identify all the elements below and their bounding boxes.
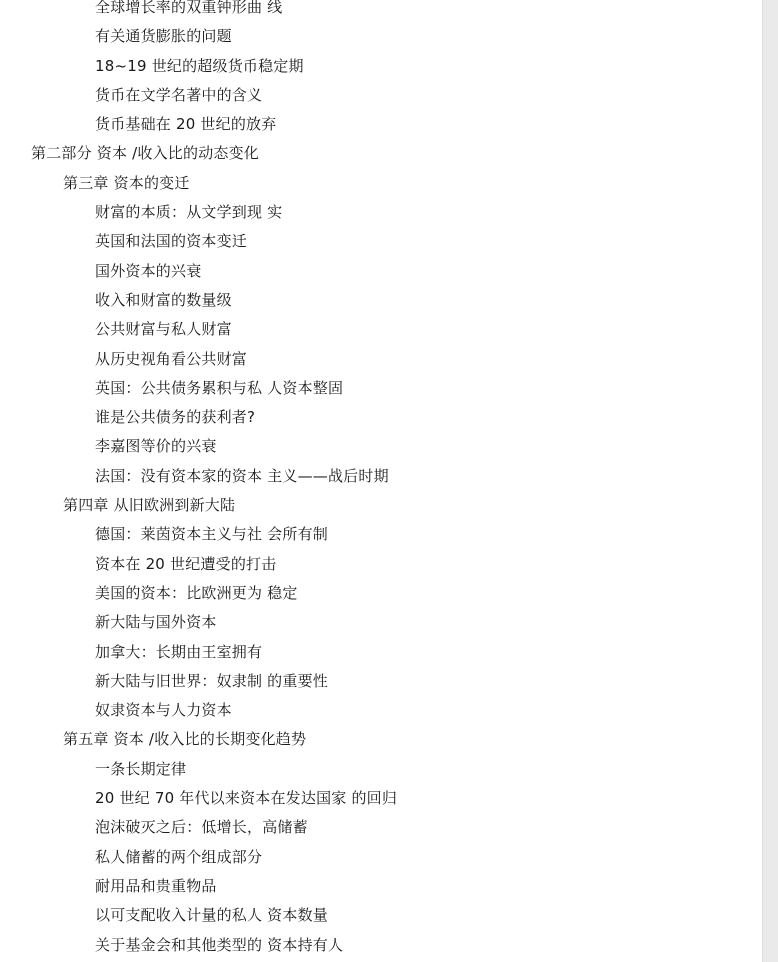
toc-section-link[interactable]: 货币基础在 20 世纪的放弃: [95, 115, 277, 134]
toc-section-link[interactable]: 英国和法国的资本变迁: [95, 232, 248, 251]
toc-section-link[interactable]: 收入和财富的数量级: [95, 290, 232, 309]
toc-section-link[interactable]: 李嘉图等价的兴衰: [95, 437, 217, 456]
toc-section-link[interactable]: 20 世纪 70 年代以来资本在发达国家 的回归: [95, 789, 398, 808]
toc-section-link[interactable]: 全球增长率的双重钟形曲 线: [95, 0, 283, 16]
toc-chapter-heading[interactable]: 第五章 资本 /收入比的长期变化趋势: [63, 730, 307, 749]
toc-section-link[interactable]: 有关通货膨胀的问题: [95, 27, 232, 46]
toc-section-link[interactable]: 耐用品和贵重物品: [95, 876, 217, 895]
toc-section-link[interactable]: 关于基金会和其他类型的 资本持有人: [95, 935, 344, 954]
toc-section-link[interactable]: 谁是公共债务的获利者?: [95, 408, 256, 427]
toc-section-link[interactable]: 公共财富与私人财富: [95, 320, 232, 339]
toc-section-link[interactable]: 奴隶资本与人力资本: [95, 701, 232, 720]
toc-chapter-heading[interactable]: 第三章 资本的变迁: [63, 173, 190, 192]
toc-section-link[interactable]: 德国：莱茵资本主义与社 会所有制: [95, 525, 328, 544]
toc-section-link[interactable]: 一条长期定律: [95, 759, 187, 778]
toc-section-link[interactable]: 私人储蓄的两个组成部分: [95, 847, 263, 866]
toc-section-link[interactable]: 美国的资本：比欧洲更为 稳定: [95, 583, 298, 602]
toc-section-link[interactable]: 资本在 20 世纪遭受的打击: [95, 554, 277, 573]
toc-section-link[interactable]: 新大陆与旧世界：奴隶制 的重要性: [95, 671, 328, 690]
toc-section-link[interactable]: 法国：没有资本家的资本 主义——战后时期: [95, 466, 389, 485]
toc-chapter-heading[interactable]: 第四章 从旧欧洲到新大陆: [63, 496, 236, 515]
toc-part-heading[interactable]: 第二部分 资本 /收入比的动态变化: [31, 144, 259, 163]
toc-section-link[interactable]: 新大陆与国外资本: [95, 613, 217, 632]
toc-section-link[interactable]: 英国：公共债务累积与私 人资本整固: [95, 378, 344, 397]
toc-section-link[interactable]: 18~19 世纪的超级货币稳定期: [95, 56, 304, 75]
toc-section-link[interactable]: 加拿大：长期由王室拥有: [95, 642, 263, 661]
toc-section-link[interactable]: 从历史视角看公共财富: [95, 349, 248, 368]
toc-section-link[interactable]: 货币在文学名著中的含义: [95, 85, 263, 104]
vertical-scrollbar[interactable]: [762, 0, 778, 962]
toc-section-link[interactable]: 以可支配收入计量的私人 资本数量: [95, 906, 328, 925]
toc-section-link[interactable]: 泡沫破灭之后：低增长，高储蓄: [95, 818, 308, 837]
toc-section-link[interactable]: 财富的本质：从文学到现 实: [95, 203, 283, 222]
toc-section-link[interactable]: 国外资本的兴衰: [95, 261, 202, 280]
